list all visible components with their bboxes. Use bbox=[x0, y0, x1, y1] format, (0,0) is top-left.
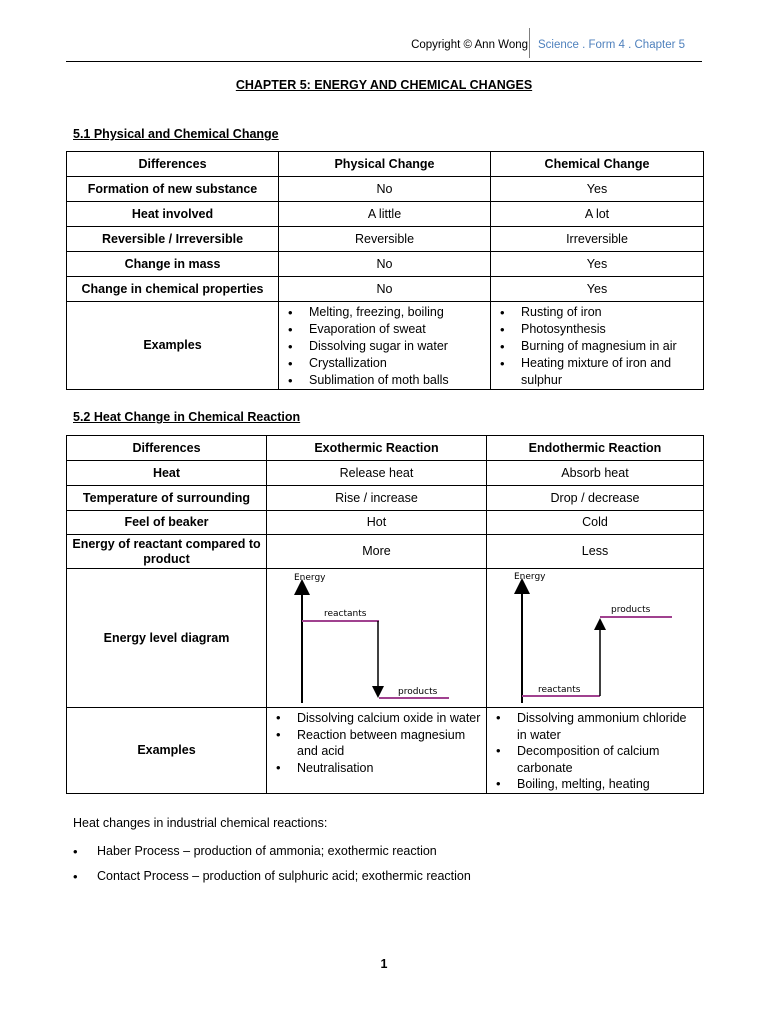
chemical-examples-cell bbox=[491, 302, 704, 390]
list-item: • Decomposition of calcium carbonate bbox=[491, 743, 699, 776]
table-cell: Hot bbox=[267, 511, 487, 535]
row-label: Heat involved bbox=[67, 202, 279, 227]
table-row-examples bbox=[67, 708, 704, 794]
list-item: • Dissolving ammonium chloride in water bbox=[491, 710, 699, 743]
course-label: Science . Form 4 . Chapter 5 bbox=[538, 39, 686, 51]
column-header: Chemical Change bbox=[491, 152, 704, 177]
table-row bbox=[67, 202, 704, 227]
list-item: • Crystallization bbox=[283, 355, 486, 372]
section-heading-5-2: 5.2 Heat Change in Chemical Reaction bbox=[73, 410, 301, 424]
table-row bbox=[67, 277, 704, 302]
table-cell: Reversible bbox=[279, 227, 491, 252]
list-item: • Boiling, melting, heating bbox=[491, 776, 699, 793]
table-cell: Yes bbox=[491, 177, 704, 202]
chapter-title: CHAPTER 5: ENERGY AND CHEMICAL CHANGES bbox=[235, 78, 533, 92]
endothermic-examples-cell bbox=[487, 708, 704, 794]
list-item: • Dissolving calcium oxide in water bbox=[271, 710, 482, 727]
table-cell: A little bbox=[279, 202, 491, 227]
row-label: Feel of beaker bbox=[67, 511, 267, 535]
row-label: Formation of new substance bbox=[67, 177, 279, 202]
column-header: Physical Change bbox=[279, 152, 491, 177]
physical-examples-cell bbox=[279, 302, 491, 390]
table-cell: No bbox=[279, 277, 491, 302]
list-item: • Dissolving sugar in water bbox=[283, 338, 486, 355]
products-label: products bbox=[398, 687, 438, 697]
row-label: Change in mass bbox=[67, 252, 279, 277]
list-item: • Heating mixture of iron and sulphur bbox=[495, 355, 699, 389]
table-cell: A lot bbox=[491, 202, 704, 227]
exothermic-energy-diagram bbox=[267, 569, 486, 707]
table-row bbox=[67, 511, 704, 535]
row-label: Energy level diagram bbox=[67, 569, 267, 708]
table-cell: Cold bbox=[487, 511, 704, 535]
table-cell: Yes bbox=[491, 277, 704, 302]
column-header: Differences bbox=[67, 152, 279, 177]
table-cell: Release heat bbox=[267, 461, 487, 486]
list-item: • Evaporation of sweat bbox=[283, 321, 486, 338]
row-label: Temperature of surrounding bbox=[67, 486, 267, 511]
table-cell: More bbox=[267, 535, 487, 569]
table-row bbox=[67, 486, 704, 511]
table-row bbox=[67, 227, 704, 252]
list-item: • Reaction between magnesium and acid bbox=[271, 727, 482, 760]
reactants-label: reactants bbox=[538, 685, 581, 695]
header-divider bbox=[529, 28, 530, 58]
table-cell: Irreversible bbox=[491, 227, 704, 252]
table-row bbox=[67, 252, 704, 277]
energy-axis-label: Energy bbox=[294, 573, 326, 583]
products-label: products bbox=[611, 605, 651, 615]
row-label: Heat bbox=[67, 461, 267, 486]
heat-change-table bbox=[66, 435, 704, 794]
table-cell: Yes bbox=[491, 252, 704, 277]
energy-axis-label: Energy bbox=[514, 572, 546, 582]
table-header-row bbox=[67, 436, 704, 461]
list-item: • Rusting of iron bbox=[495, 304, 699, 321]
table-row-diagram bbox=[67, 569, 704, 708]
row-label: Change in chemical properties bbox=[67, 277, 279, 302]
endothermic-diagram-cell bbox=[487, 569, 704, 708]
table-cell: Less bbox=[487, 535, 704, 569]
industrial-notes bbox=[73, 816, 713, 889]
table-header-row bbox=[67, 152, 704, 177]
table-cell: No bbox=[279, 177, 491, 202]
list-item: • Contact Process – production of sulphuric acid; exothermic reaction bbox=[73, 864, 713, 889]
header-rule bbox=[66, 61, 702, 62]
row-label: Reversible / Irreversible bbox=[67, 227, 279, 252]
list-item: • Sublimation of moth balls bbox=[283, 372, 486, 389]
list-item: • Photosynthesis bbox=[495, 321, 699, 338]
section-heading-5-1: 5.1 Physical and Chemical Change bbox=[73, 127, 279, 141]
table-cell: Rise / increase bbox=[267, 486, 487, 511]
list-item: • Melting, freezing, boiling bbox=[283, 304, 486, 321]
exothermic-diagram-cell bbox=[267, 569, 487, 708]
table-cell: Drop / decrease bbox=[487, 486, 704, 511]
table-row bbox=[67, 461, 704, 486]
table-row-examples bbox=[67, 302, 704, 390]
reactants-label: reactants bbox=[324, 609, 367, 619]
row-label: Examples bbox=[67, 302, 279, 390]
page-number: 1 bbox=[380, 957, 388, 971]
column-header: Exothermic Reaction bbox=[267, 436, 487, 461]
copyright-text: Copyright © Ann Wong bbox=[411, 39, 528, 51]
exothermic-examples-cell bbox=[267, 708, 487, 794]
list-item: • Haber Process – production of ammonia; exothermic reaction bbox=[73, 839, 713, 864]
table-cell: No bbox=[279, 252, 491, 277]
row-label: Examples bbox=[67, 708, 267, 794]
list-item: • Neutralisation bbox=[271, 760, 482, 777]
column-header: Differences bbox=[67, 436, 267, 461]
page-header bbox=[66, 36, 702, 58]
row-label: Energy of reactant compared to product bbox=[67, 535, 267, 569]
endothermic-energy-diagram bbox=[487, 569, 703, 707]
list-item: • Burning of magnesium in air bbox=[495, 338, 699, 355]
table-row bbox=[67, 535, 704, 569]
column-header: Endothermic Reaction bbox=[487, 436, 704, 461]
table-cell: Absorb heat bbox=[487, 461, 704, 486]
table-row bbox=[67, 177, 704, 202]
notes-title: Heat changes in industrial chemical reactions: bbox=[73, 816, 328, 830]
physical-chemical-table bbox=[66, 151, 704, 390]
